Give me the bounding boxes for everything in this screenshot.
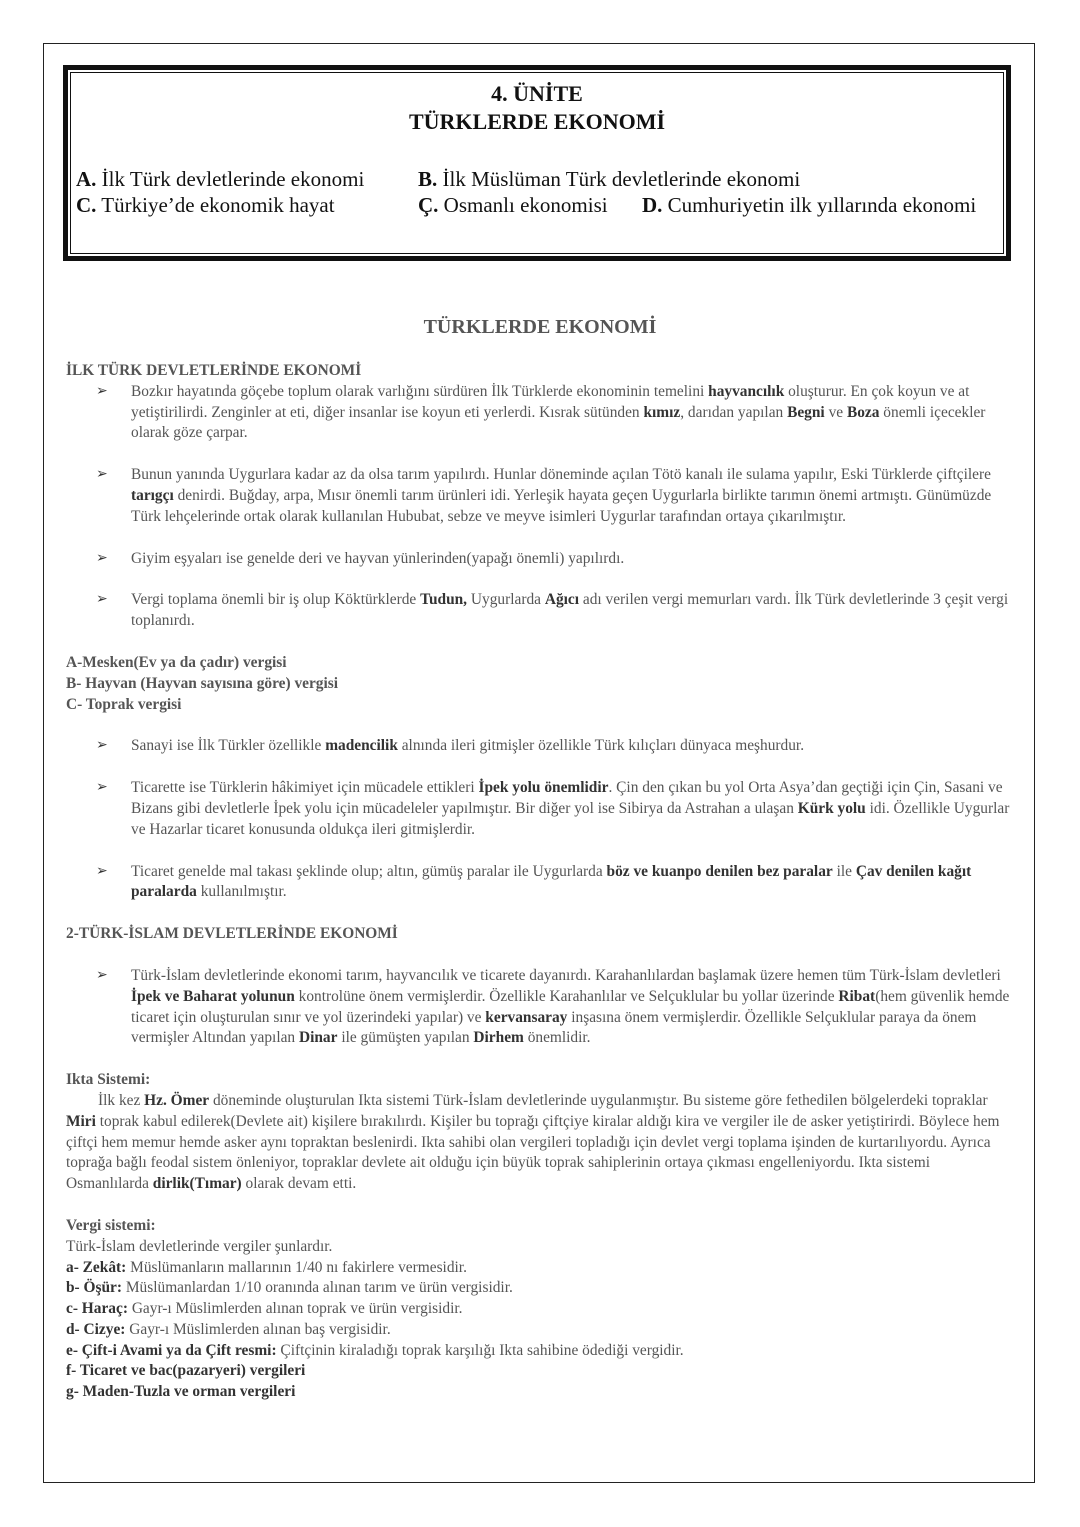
unit-number: 4. ÜNİTE [491, 81, 583, 106]
paragraph-vergi: ➢ Vergi toplama önemli bir iş olup Köktürklerde Tudun, Uygurlarda Ağıcı adı verilen vergi memurları vardı. İlk Türk devletlerinde 3 çeşit vergi toplanırdı. [96, 591, 1009, 630]
arrow-bullet-icon: ➢ [96, 550, 108, 566]
topic-d: D. Cumhuriyetin ilk yıllarında ekonomi [642, 193, 977, 217]
topic-b: B. İlk Müslüman Türk devletlerinde ekonomi [418, 167, 801, 191]
topic-c: C. Türkiye’de ekonomik hayat [76, 193, 335, 217]
heading-vergi-sistemi: Vergi sistemi: [66, 1216, 156, 1234]
arrow-bullet-icon: ➢ [96, 780, 108, 796]
arrow-bullet-icon: ➢ [96, 592, 108, 608]
tax-item: B- Hayvan (Hayvan sayısına göre) vergisi [66, 674, 339, 692]
vergi-item: b- Öşür: Müslümanlardan 1/10 oranında alınan tarım ve ürün vergisidir. [66, 1279, 513, 1297]
unit-title: TÜRKLERDE EKONOMİ [408, 109, 666, 134]
unit-header-box [63, 65, 1011, 261]
tax-item: C- Toprak vergisi [66, 695, 182, 713]
vergi-item: d- Cizye: Gayr-ı Müslimlerden alınan baş vergisidir. [66, 1320, 391, 1338]
arrow-bullet-icon: ➢ [96, 967, 108, 983]
paragraph-para: ➢ Ticaret genelde mal takası şeklinde olup; altın, gümüş paralar ile Uygurlarda böz ve kuanpo denilen bez paralar ile Çav denilen kağıt paralarda kullanılmıştır. [96, 862, 972, 901]
paragraph-giyim: ➢ Giyim eşyaları ise genelde deri ve hayvan yünlerinden(yapağı önemli) yapılırdı. [66, 549, 1016, 570]
section-title: TÜRKLERDE EKONOMİ [423, 316, 657, 338]
paragraph-sanayi: ➢ Sanayi ise İlk Türkler özellikle madencilik alnında ileri gitmişler özellikle Türk kılıçları dünyaca meşhurdur. [66, 736, 1016, 757]
heading-ilk-turk: İLK TÜRK DEVLETLERİNDE EKONOMİ [66, 362, 362, 379]
arrow-bullet-icon: ➢ [96, 738, 108, 754]
vergi-item: c- Haraç: Gayr-ı Müslimlerden alınan toprak ve ürün vergisidir. [66, 1300, 463, 1318]
paragraph-turk-islam-ekonomi: ➢ Türk-İslam devletlerinde ekonomi tarım, hayvancılık ve ticarete dayanırdı. Karahanlılardan başlamak üzere hemen tüm Türk-İslam devletleri İpek ve Baharat yolunun kontrolüne önem vermişlerdir. Özellikle Karahanlılar ve Selçuklular bu yollar üzerinde Ribat(hem güvenlik hemde ticaret için oluşturulan sınır ve yol üzerindeki yapılar) ve kervansaray inşasına önem vermişlerdir. Özellikle Selçuklular paraya da önem vermişler Altından yapılan Dinar ile gümüşten yapılan Dirhem önemlidir. [96, 966, 1010, 1047]
vergi-item: g- Maden-Tuzla ve orman vergileri [66, 1383, 296, 1401]
heading-turk-islam: 2-TÜRK-İSLAM DEVLETLERİNDE EKONOMİ [66, 925, 398, 943]
topic-a: A. İlk Türk devletlerinde ekonomi [76, 167, 365, 191]
tax-item: A-Mesken(Ev ya da çadır) vergisi [66, 653, 287, 671]
vergi-item: e- Çift-i Avami ya da Çift resmi: Çiftçinin kiraladığı toprak karşılığı Ikta sahibine ödediği vergidir. [66, 1341, 684, 1359]
heading-ikta: Ikta Sistemi: [66, 1071, 151, 1089]
paragraph-hayvancilik: ➢ Bozkır hayatında göçebe toplum olarak varlığını sürdüren İlk Türklerde ekonominin temelini hayvancılık oluşturur. En çok koyun ve at yetiştirilirdi. Zenginler at eti, diğer insanlar ise koyun eti yerlerdi. Kısrak sütünden kımız, darıdan yapılan Begni ve Boza önemli içecekler olarak göze çarpar. [96, 382, 986, 442]
topic-c-cedilla: Ç. Osmanlı ekonomisi [418, 193, 608, 217]
arrow-bullet-icon: ➢ [96, 467, 108, 483]
arrow-bullet-icon: ➢ [96, 383, 108, 399]
arrow-bullet-icon: ➢ [96, 863, 108, 879]
vergi-intro: Türk-İslam devletlerinde vergiler şunlardır. [66, 1237, 333, 1255]
vergi-item: a- Zekât: Müslümanların mallarının 1/40 nı fakirlere vermesidir. [66, 1258, 467, 1276]
vergi-item: f- Ticaret ve bac(pazaryeri) vergileri [66, 1362, 306, 1380]
paragraph-ticaret: ➢ Ticarette ise Türklerin hâkimiyet için mücadele ettikleri İpek yolu önemlidir. Çin den çıkan bu yol Orta Asya’dan geçtiği için Çin, Sasani ve Bizans gibi devletlerle İpek yolu için mücadeleler yapılmıştır. Bir diğer yol ise Sibirya da Astrahan a ulaşan Kürk yolu idi. Özellikle Uygurlar ve Hazarlar ticaret konusunda oldukça ileri gitmişlerdir. [96, 779, 1010, 838]
document-body [66, 361, 1016, 1403]
paragraph-ikta: İlk kez Hz. Ömer döneminde oluşturulan Ikta sistemi Türk-İslam devletlerinde uygulanmıştır. Bu sisteme göre fethedilen bölgelerdeki topraklar Miri toprak kabul edilerek(Devlete ait) kişilere bırakılırdı. Kişiler bu toprağı çiftçiye kiralar aldığı kira ve vergiler ile de asker yetiştirirdi. Böylece hem çiftçi hem memur hemde asker aynı topraktan beslenirdi. Ikta sahibi olan vergileri topladığı için devlet vergi toplama işinden de kurtarılıyordu. Ayrıca toprağa bağlı feodal sistem önleniyor, topraklar devlete ait olduğu için büyük toprak sahiplerinin ortaya çıkması engelleniyordu. Ikta sistemi Osmanlılarda dirlik(Tımar) olarak devam etti. [66, 1091, 1000, 1193]
paragraph-tarim: ➢ Bunun yanında Uygurlara kadar az da olsa tarım yapılırdı. Hunlar döneminde açılan Tötö kanalı ile sulama yapılır, Eski Türklerde çiftçilere tarıgçı denirdi. Buğday, arpa, Mısır önemli tarım ürünleri idi. Yerleşik hayata geçen Uygurlarla birlikte tarımın önemi artmıştı. Günümüzde Türk lehçelerinde ortak olarak kullanılan Hububat, sebze ve meyve isimleri Uygurlar tarafından ortaya çıkarılmıştır. [96, 466, 992, 525]
